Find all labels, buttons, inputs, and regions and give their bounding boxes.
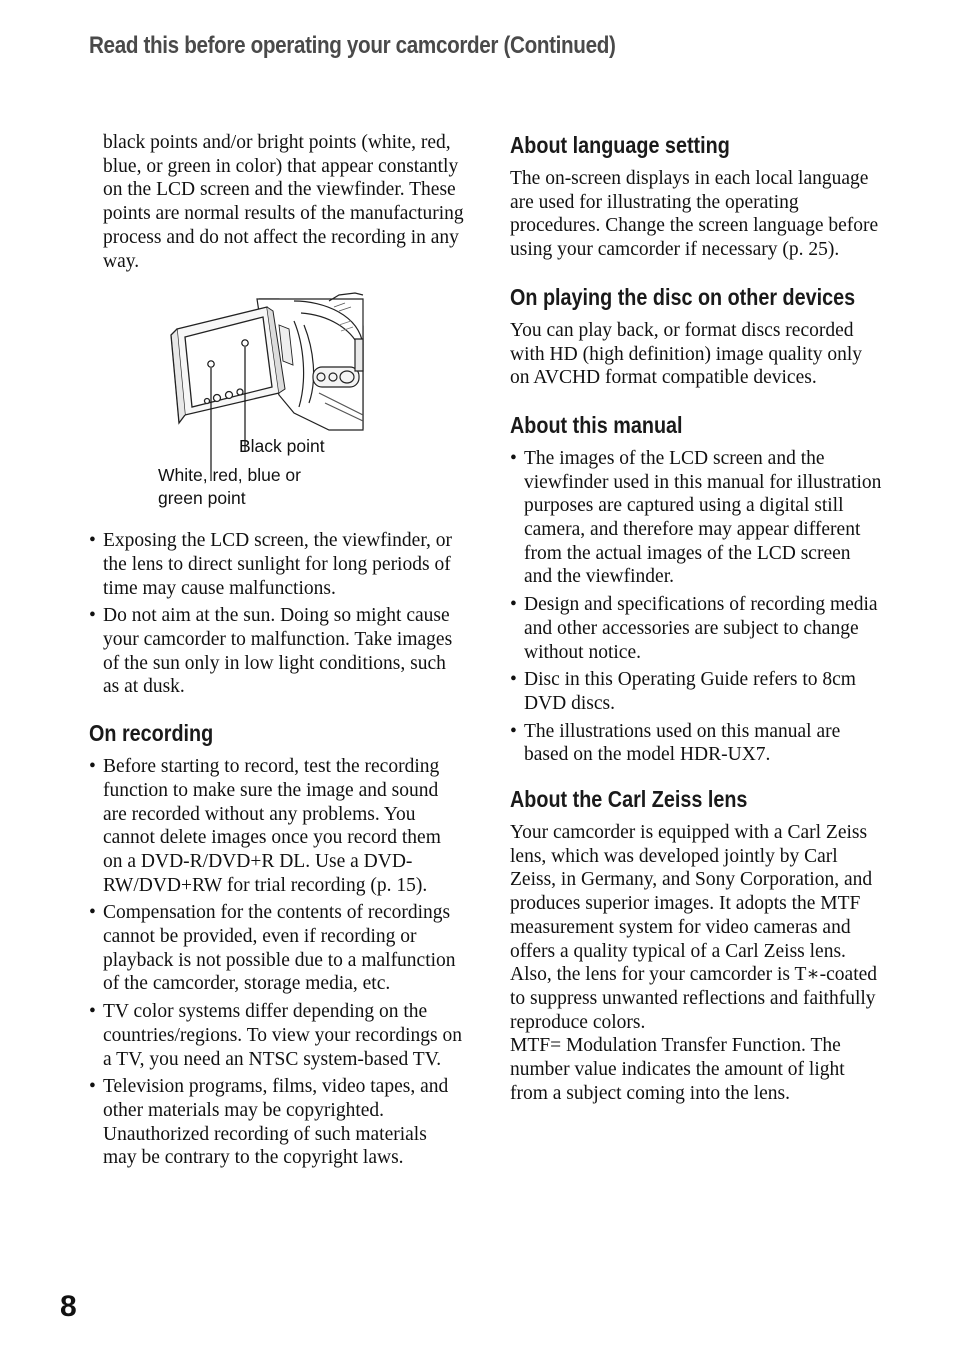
list-item: • Compensation for the contents of recordings cannot be provided, even if recording or playback is not possible due to a malfunction of the camcorder, storage media, etc. [89,902,456,995]
zeiss-paragraph: Your camcorder is equipped with a Carl Zeiss lens, which was developed jointly by Carl Zeiss, in Germany, and Sony Corporation, and produces superior images. It adopts the MTF measurement system for video cameras and offers a quality typical of a Carl Zeiss lens. Also, the lens for your camcorder is T∗-coated to suppress unwanted reflections and faithfully reproduce colors. [510,822,878,1033]
camcorder-figure [89,285,465,521]
mtf-paragraph: MTF= Modulation Transfer Function. The number value indicates the amount of light from a subject coming into the lens. [510,1035,845,1104]
list-item: • The illustrations used on this manual are based on the model HDR-UX7. [510,720,841,766]
list-item: • Exposing the LCD screen, the viewfinder, or the lens to direct sunlight for long periods of time may cause malfunctions. [89,530,453,599]
section-heading-language: About language setting [510,132,730,158]
section-heading-disc: On playing the disc on other devices [510,283,856,310]
left-column [89,131,465,1174]
section-heading-recording: On recording [89,720,214,747]
list-item: • TV color systems differ depending on the countries/regions. To view your recordings on a TV, you need an NTSC system-based TV. [89,1001,462,1070]
list-item: • Before starting to record, test the recording function to make sure the image and sound are recorded without any problems. You cannot delete images once you record them on a DVD-R/DVD+R DL. Use a DVD-RW/DVD+RW for trial recording (p. 15). [89,756,441,896]
section-heading-manual: About this manual [510,411,683,438]
right-column [510,131,882,1106]
sunlight-bullets [89,529,465,699]
colored-point-label-line2: green point [158,488,246,509]
section-heading-zeiss: About the Carl Zeiss lens [510,786,748,813]
list-item: • Disc in this Operating Guide refers to 8cm DVD discs. [510,669,856,714]
manual-bullets [510,447,882,767]
page-header: Read this before operating your camcorder (Continued) [89,32,616,59]
colored-point-label-line1: White, red, blue or [158,465,301,486]
page-number: 8 [60,1290,77,1323]
continuation-paragraph: black points and/or bright points (white, red, blue, or green in color) that appear constantly on the LCD screen and the viewfinder. These points are normal results of the manufacturing process and do not affect the recording in any way. [103,132,464,272]
recording-bullets [89,755,465,1170]
black-point-label: Black point [239,436,325,457]
list-item: • Television programs, films, video tapes, and other materials may be copyrighted. Unauthorized recording of such materials may be contrary to the copyright laws. [89,1076,449,1169]
disc-paragraph: You can play back, or format discs recorded with HD (high definition) image quality only on AVCHD format compatible devices. [510,319,863,389]
list-item: • Design and specifications of recording media and other accessories are subject to change without notice. [510,594,878,663]
list-item: • The images of the LCD screen and the viewfinder used in this manual for illustration purposes are captured using a digital still camera, and therefore may appear different from the actual images of the LCD screen and the viewfinder. [510,447,882,588]
language-paragraph: The on-screen displays in each local language are used for illustrating the operating procedures. Change the screen language before using your camcorder if necessary (p. 25). [510,168,879,261]
list-item: • Do not aim at the sun. Doing so might cause your camcorder to malfunction. Take images of the sun only in low light conditions, such as at dusk. [89,605,453,698]
